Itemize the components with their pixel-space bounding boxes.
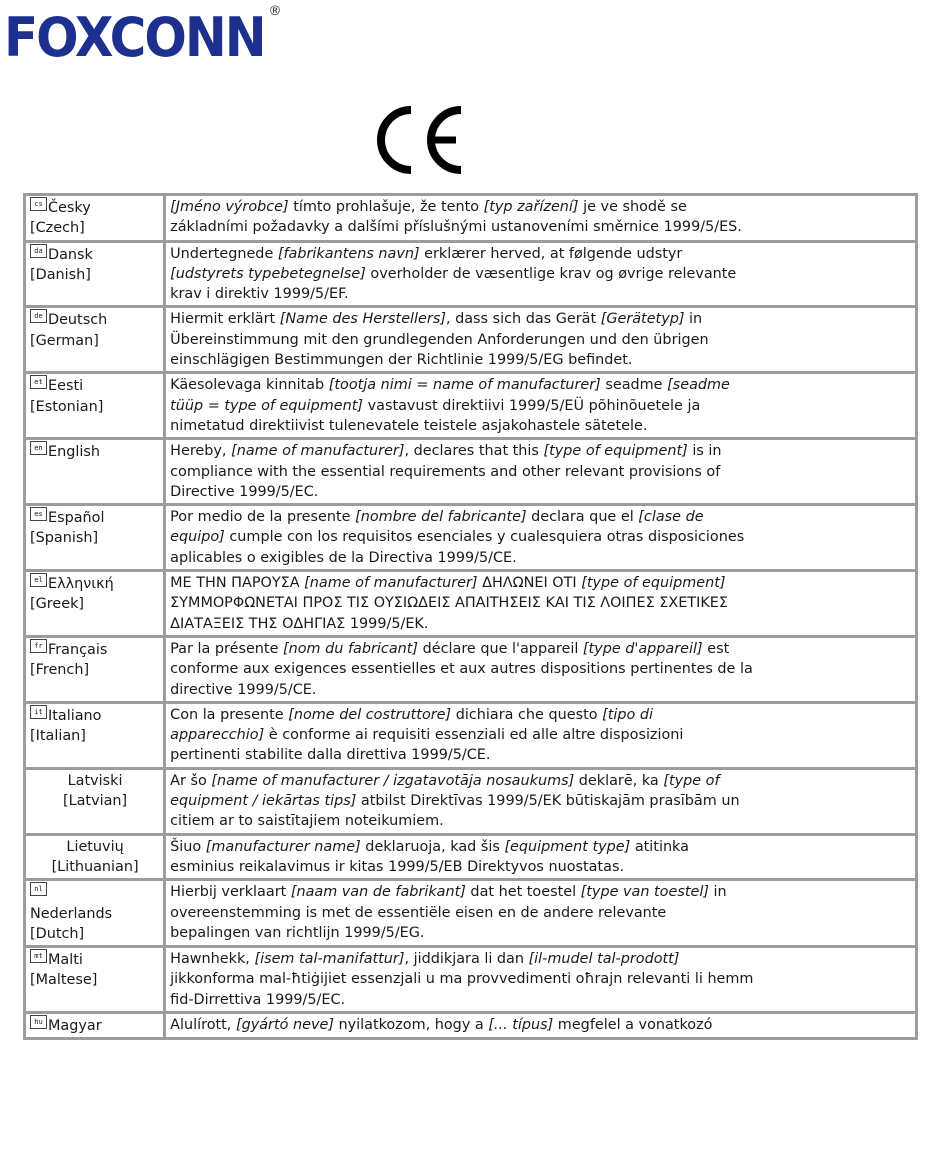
language-name-line [30,441,160,462]
language-name-line [30,375,160,396]
language-english-name: [Czech] [30,220,85,237]
placeholder-text: [name of manufacturer] [304,575,478,592]
declaration-text: in [708,884,727,901]
flag-line [30,882,160,903]
table-row [26,506,915,572]
declaration-text: Por medio de la presente [170,509,356,526]
placeholder-text: [nome del costruttore] [288,706,452,723]
table-row [26,704,915,770]
declaration-line [170,969,912,989]
placeholder-text: tüüp = type of equipment] [170,397,364,414]
placeholder-text: [Gerätetyp] [600,311,685,328]
language-cell [26,506,166,572]
declaration-text: megfelel a vonatkozó [553,1016,713,1033]
declaration-text: Alulírott, [170,1016,236,1033]
language-english-name: [Lithuanian] [51,858,139,875]
declaration-text: erklærer herved, at følgende udstyr [419,245,683,262]
placeholder-text: [isem tal-manifattur] [254,951,405,968]
declaration-line [170,244,912,264]
declaration-text: ΔΗΛΩΝΕΙ ΟΤΙ [477,575,582,592]
language-name-line [30,507,160,528]
declaration-text: , dass sich das Gerät [445,311,601,328]
declaration-text-cell [166,243,915,309]
declaration-line [170,573,912,593]
declaration-text: základními požadavky a dalšími příslušnými ustanoveními směrnice 1999/5/ES. [170,219,742,236]
language-name: Español [48,510,105,527]
declaration-line [170,639,912,659]
declaration-text: , jiddikjara li dan [404,951,529,968]
declaration-text: dat het toestel [465,884,581,901]
placeholder-text: equipo] [170,529,225,546]
language-name-line [30,949,160,970]
declaration-line [170,548,912,568]
language-cell [26,704,166,770]
declaration-text: deklarē, ka [574,772,664,789]
declaration-text: conforme aux exigences essentielles et aux autres dispositions pertinentes de la [170,661,753,678]
declaration-line [170,857,912,877]
language-name: Česky [48,200,91,216]
declaration-text: Šiuo [170,838,206,855]
declaration-text: ΔΙΑΤΑΞΕΙΣ ΤΗΣ ΟΔΗΓΙΑΣ 1999/5/ΕΚ. [170,615,429,632]
table-row [26,308,915,374]
language-code-icon: it [30,705,47,719]
language-code-icon: en [30,441,47,455]
declaration-line [170,309,912,329]
registered-mark: ® [268,4,282,19]
language-english-name: [Dutch] [30,925,85,942]
language-code-icon: cs [30,197,47,211]
language-name: Français [48,641,108,658]
language-code-icon: es [30,507,47,521]
table-row [26,1014,915,1037]
declaration-text-cell [166,196,915,243]
declaration-text-cell [166,770,915,836]
language-code-icon: mt [30,949,47,963]
placeholder-text: apparecchio] [170,727,265,744]
declaration-text: fid-Dirrettiva 1999/5/EC. [170,991,346,1008]
table-row [26,243,915,309]
declaration-line [170,462,912,482]
declaration-line [170,482,912,502]
declaration-line [170,725,912,745]
declaration-text: Par la présente [170,640,284,657]
language-cell [26,308,166,374]
declaration-text-cell [166,308,915,374]
language-english-name: [Greek] [30,596,85,613]
declaration-line [170,416,912,436]
declaration-text-cell [166,1014,915,1037]
language-name: Eesti [48,378,84,395]
placeholder-text: [type of equipment] [543,443,688,460]
declaration-line [170,949,912,969]
language-name: Dansk [48,246,93,263]
language-cell [26,1014,166,1037]
language-cell [26,881,166,948]
declaration-line [170,593,912,613]
language-name: Latviski [67,772,123,789]
declaration-line [170,811,912,831]
language-name-line [30,904,160,924]
placeholder-text: [clase de [638,509,704,526]
declaration-text: Hawnhekk, [170,951,255,968]
table-row [26,572,915,638]
placeholder-text: [Jméno výrobce] [170,199,289,215]
placeholder-text: [... típus] [488,1016,554,1033]
language-code-icon: da [30,244,47,258]
language-name: Lietuvių [66,838,124,855]
language-name-line [30,309,160,330]
declaration-text: déclare que l'appareil [418,640,583,657]
declaration-line [170,507,912,527]
language-english-name: [Latvian] [62,793,128,810]
language-cell [26,196,166,243]
declaration-text: is in [687,443,722,460]
language-name: Magyar [48,1017,102,1034]
declaration-text: est [702,640,730,657]
placeholder-text: [il-mudel tal-prodott] [528,951,680,968]
table-row [26,836,915,882]
language-name-line [30,197,160,218]
placeholder-text: [fabrikantens navn] [277,245,420,262]
declaration-text: Directive 1999/5/EC. [170,483,319,500]
declaration-line [170,923,912,943]
language-cell [26,836,166,882]
placeholder-text: [name of manufacturer / izgatavotāja nosaukums] [211,772,575,789]
declaration-line [170,527,912,547]
declaration-text: esminius reikalavimus ir kitas 1999/5/EB Direktyvos nuostatas. [170,858,625,875]
declaration-line [170,264,912,284]
ce-marking-icon [368,102,468,178]
declaration-text: pertinenti stabilite dalla direttiva 1999/5/CE. [170,747,491,764]
declaration-line [170,990,912,1010]
declaration-line [170,705,912,725]
declaration-text: nyilatkozom, hogy a [333,1016,489,1033]
language-name: Italiano [48,707,102,724]
placeholder-text: [name of manufacturer] [231,443,405,460]
language-english-name: [French] [30,662,90,679]
declaration-text: tímto prohlašuje, že tento [288,199,484,215]
declaration-line [170,217,912,237]
placeholder-text: [type van toestel] [580,884,709,901]
declaration-text: Undertegnede [170,245,278,262]
language-name-line [30,771,160,791]
placeholder-text: [type of [663,772,720,789]
declaration-text: ΜΕ ΤΗΝ ΠΑΡΟΥΣΑ [170,575,305,592]
placeholder-text: [seadme [667,377,730,394]
language-name-line [30,837,160,857]
language-name-line [30,244,160,265]
declaration-line [170,197,912,217]
declaration-text: dichiara che questo [451,706,603,723]
placeholder-text: [Name des Herstellers] [279,311,446,328]
placeholder-text: [naam van de fabrikant] [290,884,466,901]
declaration-line [170,771,912,791]
language-cell [26,440,166,506]
placeholder-text: [tootja nimi = name of manufacturer] [328,377,601,394]
declaration-text: aplicables o exigibles de la Directiva 1999/5/CE. [170,549,517,566]
language-name: Nederlands [30,905,113,922]
placeholder-text: equipment / iekārtas tips] [170,793,357,810]
language-cell [26,638,166,704]
declaration-text: overholder de væsentlige krav og øvrige relevante [365,265,737,282]
declaration-text-cell [166,638,915,704]
language-english-name: [Danish] [30,266,91,283]
language-code-icon: nl [30,882,47,896]
table-row [26,638,915,704]
declaration-text: overeenstemming is met de essentiële eisen en de andere relevante [170,904,667,921]
declaration-text: Hiermit erklärt [170,311,280,328]
language-cell [26,572,166,638]
language-english-name: [Italian] [30,728,86,745]
declaration-line [170,614,912,634]
declaration-text-cell [166,881,915,948]
language-name: Ελληνική [48,576,114,593]
placeholder-text: [gyártó neve] [235,1016,334,1033]
declaration-text: cumple con los requisitos esenciales y cualesquiera otras disposiciones [224,529,745,546]
language-cell [26,243,166,309]
declaration-line [170,1015,912,1035]
table-row [26,770,915,836]
table-row [26,196,915,243]
declaration-table [23,193,918,1040]
logo-wordmark: FOXCONN [4,6,265,69]
table-row [26,881,915,948]
declaration-line [170,284,912,304]
declaration-text-cell [166,506,915,572]
placeholder-text: [equipment type] [504,838,631,855]
declaration-text: Con la presente [170,706,289,723]
language-code-icon: et [30,375,47,389]
placeholder-text: [type d'appareil] [582,640,703,657]
declaration-text: krav i direktiv 1999/5/EF. [170,286,349,303]
declaration-text: je ve shodě se [578,199,687,215]
declaration-text: Hierbij verklaart [170,884,291,901]
foxconn-logo [4,2,282,69]
declaration-line [170,680,912,700]
table-row [26,948,915,1014]
declaration-text: è conforme ai requisiti essenziali ed alle altre disposizioni [264,727,684,744]
declaration-text-cell [166,440,915,506]
declaration-line [170,903,912,923]
language-code-icon: hu [30,1015,47,1029]
language-cell [26,770,166,836]
declaration-line [170,375,912,395]
declaration-line [170,659,912,679]
declaration-text-cell [166,704,915,770]
declaration-text: deklaruoja, kad šis [360,838,505,855]
declaration-text: Übereinstimmung mit den grundlegenden Anforderungen und den übrigen [170,331,709,348]
language-name: Malti [48,952,83,969]
language-english-name: [Maltese] [30,972,98,989]
declaration-line [170,791,912,811]
language-code-icon: fr [30,639,47,653]
language-name-line [30,705,160,726]
language-code-icon: el [30,573,47,587]
declaration-text: bepalingen van richtlijn 1999/5/EG. [170,924,425,941]
declaration-text: compliance with the essential requirements and other relevant provisions of [170,463,721,480]
declaration-line [170,837,912,857]
language-cell [26,374,166,440]
declaration-text: Käesolevaga kinnitab [170,377,329,394]
language-code-icon: de [30,309,47,323]
declaration-text: seadme [600,377,668,394]
declaration-line [170,745,912,765]
declaration-text: jikkonforma mal-ħtiġijiet essenzjali u ma provvedimenti oħrajn relevanti li hemm [170,971,754,988]
declaration-text-cell [166,572,915,638]
declaration-text: atitinka [630,838,689,855]
placeholder-text: [typ zařízení] [483,199,579,215]
declaration-text: Hereby, [170,443,232,460]
declaration-text-cell [166,836,915,882]
language-name-line [30,1015,160,1036]
table-row [26,440,915,506]
declaration-text-cell [166,948,915,1014]
declaration-text: einschlägigen Bestimmungen der Richtlinie 1999/5/EG befindet. [170,352,633,369]
placeholder-text: [tipo di [602,706,654,723]
placeholder-text: [type of equipment] [581,575,726,592]
language-name: English [48,444,100,461]
declaration-line [170,350,912,370]
declaration-line [170,396,912,416]
placeholder-text: [nom du fabricant] [283,640,419,657]
declaration-text: vastavust direktiivi 1999/5/EÜ põhinõuetele ja [363,397,701,414]
declaration-line [170,330,912,350]
language-english-name: [Estonian] [30,398,104,415]
declaration-text: declara que el [526,509,639,526]
declaration-text: directive 1999/5/CE. [170,681,317,698]
declaration-text: , declares that this [404,443,544,460]
language-name-line [30,639,160,660]
language-english-name: [Spanish] [30,530,99,547]
placeholder-text: [udstyrets typebetegnelse] [170,265,366,282]
declaration-line [170,882,912,902]
placeholder-text: [nombre del fabricante] [355,509,527,526]
declaration-text: ΣΥΜΜΟΡΦΩΝΕΤΑΙ ΠΡΟΣ ΤΙΣ ΟΥΣΙΩΔΕΙΣ ΑΠΑΙΤΗΣΕΙΣ ΚΑΙ ΤΙΣ ΛΟΙΠΕΣ ΣΧΕΤΙΚΕΣ [170,595,728,612]
language-cell [26,948,166,1014]
declaration-text: citiem ar to saistītajiem noteikumiem. [170,813,444,830]
language-name: Deutsch [48,312,108,329]
declaration-text: Ar šo [170,772,212,789]
table-row [26,374,915,440]
declaration-text: in [684,311,703,328]
declaration-text: nimetatud direktiivist tulenevatele teistele asjakohastele sätetele. [170,417,648,434]
declaration-text-cell [166,374,915,440]
language-english-name: [German] [30,332,99,349]
language-name-line [30,573,160,594]
placeholder-text: [manufacturer name] [205,838,361,855]
declaration-text: atbilst Direktīvas 1999/5/EK būtiskajām prasībām un [356,793,740,810]
declaration-line [170,441,912,461]
